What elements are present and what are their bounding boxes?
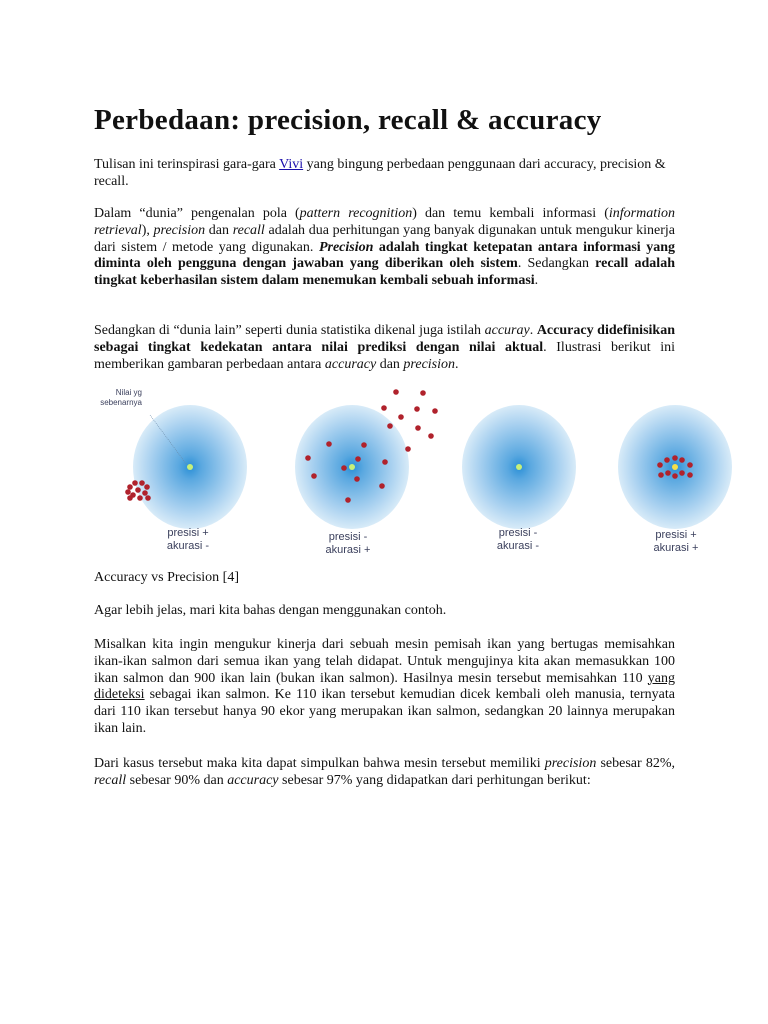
text: pattern recognition [299,206,413,221]
measurement-dot [687,472,693,478]
text: sebesar 97% yang didapatkan dari perhitungan berikut: [278,772,591,788]
measurement-dot [345,497,351,503]
text: accuracy [227,772,279,788]
text: Precision [318,239,374,255]
text: adalah tingkat ketepatan antara informasi yang diminta oleh pengguna dengan jawaban yang diberikan oleh sistem [94,239,675,272]
measurement-dot [658,472,664,478]
label-3: presisi - akurasi - [496,527,540,552]
true-value-marker [349,464,355,470]
measurement-dot [139,480,145,486]
measurement-dot [144,484,150,490]
text: recall [94,772,127,788]
measurement-dot [379,483,385,489]
measurement-dot [135,487,141,493]
text: yang bingung perbedaan penggunaan dari accuracy, precision & recall. [94,157,666,189]
text: precision [153,222,206,238]
measurement-dot [132,480,138,486]
measurement-dot [354,476,360,482]
text: yang dideteksi [94,670,675,703]
measurement-dot [679,457,685,463]
text: Misalkan kita ingin mengukur kinerja dari sebuah mesin pemisah ikan yang bertugas memisahkan ikan-ikan salmon dari semua ikan yang telah didapat. Untuk mengujinya kita akan memasukkan 100 ikan salmon dan 900 ikan lain (bukan ikan salmon). Hasilnya mesin tersebut memisahkan 110 [94,637,675,686]
text: adalah dua perhitungan yang banyak digunakan untuk mengukur kinerja dari sistem / metode yang digunakan. [94,222,675,255]
measurement-dot [393,389,399,395]
text: sebagai ikan salmon. Ke 110 ikan tersebut kemudian dicek kembali oleh manusia, ternyata dari 110 ikan tersebut hanya 90 ekor yang merupakan ikan salmon, sedangkan 20 lainnya merupakan ikan lain. [94,687,675,736]
label-2: presisi - akurasi + [325,531,371,556]
measurement-dot [311,473,317,479]
measurement-dot [145,495,151,501]
measurement-dot [361,442,367,448]
measurement-dot [665,470,671,476]
true-value-marker [187,464,193,470]
text: accuracy [324,356,377,372]
measurement-dot [428,433,434,439]
measurement-dot [672,473,678,479]
example-paragraph [94,637,675,738]
text: recall adalah tingkat keberhasilan sistem dalam menemukan kembali sebuah informasi [94,256,675,289]
measurement-dot [664,457,670,463]
text: ), [141,222,154,238]
measurement-dot [420,390,426,396]
text: recall [232,222,265,238]
text: precision [403,356,456,372]
measurement-dot [657,462,663,468]
measurement-dot [398,414,404,420]
text: accuray [484,323,530,338]
label-4: presisi + akurasi + [653,529,699,554]
text: sebesar 82%, [596,756,675,771]
measurement-dot [127,495,133,501]
text: dan [376,356,404,372]
text: precision [544,756,597,771]
measurement-dot [355,456,361,462]
text: Accuracy didefinisikan sebagai tingkat kedekatan antara nilai prediksi dengan nilai aktual [94,323,675,355]
measurement-dot [125,489,131,495]
text: . [455,356,459,372]
accuracy-paragraph [94,323,675,373]
annotation-true-value: Nilai yg sebenarnya [100,388,142,407]
text: . [534,273,539,289]
text: information retrieval [94,206,676,238]
measurement-dot [137,495,143,501]
measurement-dot [679,470,685,476]
text: ) dan temu kembali informasi ( [412,206,609,221]
text: Dalam “dunia” pengenalan pola ( [94,206,300,221]
intro-paragraph [94,157,675,191]
vivi-link[interactable]: Vivi [279,157,304,172]
text: Dari kasus tersebut maka kita dapat simpulkan bahwa mesin tersebut memiliki [94,756,545,771]
true-value-marker [672,464,678,470]
measurement-dot [687,462,693,468]
measurement-dot [405,446,411,452]
measurement-dot [382,459,388,465]
conclusion-paragraph [94,756,675,790]
measurement-dot [381,405,387,411]
figure-caption: Accuracy vs Precision [4] [94,570,240,585]
measurement-dot [142,490,148,496]
text: . Sedangkan [517,256,596,272]
true-value-marker [516,464,522,470]
measurement-dot [387,423,393,429]
definition-paragraph [94,206,675,290]
label-1: presisi + akurasi - [166,527,210,552]
measurement-dot [432,408,438,414]
text: Sedangkan di “dunia lain” seperti dunia statistika dikenal juga istilah [94,323,485,338]
page-title: Perbedaan: precision, recall & accuracy [94,104,602,136]
measurement-dot [326,441,332,447]
accuracy-precision-figure [90,385,740,560]
text: . Ilustrasi berikut ini memberikan gambaran perbedaan antara [94,339,675,372]
text: Tulisan ini terinspirasi gara-gara [94,157,280,172]
example-intro: Agar lebih jelas, mari kita bahas dengan menggunakan contoh. [94,603,447,618]
measurement-dot [672,455,678,461]
measurement-dot [415,425,421,431]
text: sebesar 90% dan [126,772,228,788]
measurement-dot [414,406,420,412]
measurement-dot [305,455,311,461]
text: dan [205,222,233,238]
measurement-dot [127,484,133,490]
text: . [529,323,537,338]
measurement-dot [341,465,347,471]
